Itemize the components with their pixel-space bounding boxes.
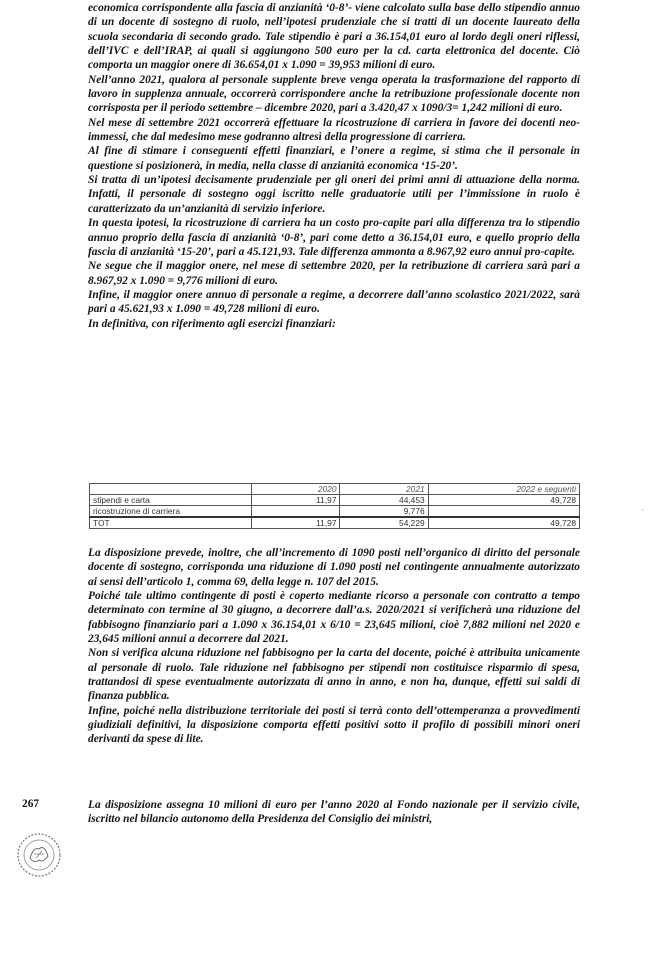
table-header-row: [90, 484, 580, 495]
paragraph: Poiché tale ultimo contingente di posti è coperto mediante ricorso a personale con contratto a tempo determinato con termine al 30 giugno, a decorrere dall’a.s. 2020/2021 si verificherà una riduzione del fabbisogno finanziario pari a 1.090 x 36.154,01 x 6/10 = 23,645 milioni, cioè 7,882 milioni nel 2020 e 23,645 milioni annui a decorrere dal 2021.: [88, 590, 580, 646]
table-cell-label: stipendi e carta: [90, 495, 252, 506]
paragraph: Si tratta di un’ipotesi decisamente prudenziale per gli oneri dei primi anni di attuazione della norma. Infatti, il personale di sostegno oggi iscritto nelle graduatorie utili per l’immissione in ruolo è caratterizzato da un’anzianità di servizio inferiore.: [88, 174, 580, 215]
paragraph: La disposizione assegna 10 milioni di euro per l’anno 2020 al Fondo nazionale per il servizio civile, iscritto nel bilancio autonomo della Presidenza del Consiglio dei ministri,: [88, 799, 580, 826]
table-cell: 49,728: [428, 495, 579, 506]
body-text-bottom: [88, 546, 580, 747]
section-text: [88, 798, 580, 827]
official-seal-icon: [16, 832, 62, 878]
table-header-cell: 2022 e seguenti: [428, 484, 579, 495]
table-cell: 11,97: [252, 517, 340, 529]
paragraph: economica corrispondente alla fascia di anzianità ‘0-8’- viene calcolato sulla base dello stipendio annuo di un docente di sostegno di ruolo, nell’ipotesi prudenziale che si tratti di un docente laureato della scuola secondaria di secondo grado. Tale stipendio è pari a 36.154,01 euro al lordo degli oneri riflessi, dell’IVC e dell’IRAP, ai quali si aggiungono 500 euro per la cd. carta elettronica del docente. Ciò comporta un maggior onere di 36.654,01 x 1.090 = 39,953 milioni di euro.: [88, 2, 580, 72]
paragraph: Nell’anno 2021, qualora al personale supplente breve venga operata la trasformazione del rapporto di lavoro in supplenza annuale, occorrerà corrispondere anche la retribuzione professionale docente non corrisposta per il periodo settembre – dicembre 2020, pari a 3.420,47 x 1090/3= 1,242 milioni di euro.: [88, 73, 580, 115]
paragraph: In questa ipotesi, la ricostruzione di carriera ha un costo pro-capite pari alla differenza tra lo stipendio annuo proprio della fascia di anzianità ‘0-8’, pari come detto a 36.154,01 euro, e quello proprio della fascia di anzianità ‘15-20’, pari a 45.121,93. Tale differenza ammonta a 8.967,92 euro annui pro-capite.: [88, 217, 580, 258]
table-row: [90, 495, 580, 506]
table-header-cell: [90, 484, 252, 495]
margin-mark: ˏ: [641, 500, 645, 511]
paragraph: Infine, il maggior onere annuo di personale a regime, a decorrere dall’anno scolastico 2021/2022, sarà pari a 45.621,93 x 1.090 = 49,728 milioni di euro.: [88, 288, 580, 316]
table-header-cell: 2020: [252, 484, 340, 495]
section-number: 267: [22, 798, 40, 810]
table-row: [90, 506, 580, 518]
table-row-total: [90, 517, 580, 529]
table-cell: 11,97: [252, 495, 340, 506]
paragraph: Infine, poiché nella distribuzione territoriale dei posti si terrà conto dell’ottemperanza a provvedimenti giudiziali definitivi, la disposizione comporta effetti positivi sotto il profilo di possibili minori oneri derivanti da spese di lite.: [88, 704, 580, 746]
paragraph: In definitiva, con riferimento agli esercizi finanziari:: [88, 317, 336, 330]
paragraph: Ne segue che il maggior onere, nel mese di settembre 2020, per la retribuzione di carriera sarà pari a 8.967,92 x 1.090 = 9,776 milioni di euro.: [88, 260, 580, 287]
paragraph: Nel mese di settembre 2021 occorrerà effettuare la ricostruzione di carriera in favore dei docenti neo-immessi, che dal medesimo mese godranno altresì della progressione di carriera.: [88, 116, 580, 144]
table-cell: 54,229: [340, 517, 428, 529]
table-cell: [428, 506, 579, 518]
paragraph: La disposizione prevede, inoltre, che all’incremento di 1090 posti nell’organico di diritto del personale docente di sostegno, corrisponda una riduzione di 1.090 posti nel contingente annualmente autorizzato ai sensi dell’articolo 1, comma 69, della legge n. 107 del 2015.: [88, 547, 580, 588]
paragraph: Al fine di stimare i conseguenti effetti finanziari, e l’onere a regime, si stima che il personale in questione si posizionerà, in media, nella classe di anzianità economica ‘15-20’.: [88, 145, 580, 172]
body-text-top: [88, 1, 580, 331]
table-cell-label: TOT: [90, 517, 252, 529]
table-cell: 9,776: [340, 506, 428, 518]
paragraph: Non si verifica alcuna riduzione nel fabbisogno per la carta del docente, poiché è attribuita unicamente al personale di ruolo. Tale riduzione nel fabbisogno per stipendi non costituisce risparmio di spesa, trattandosi di spese eventualmente autorizzata di anno in anno, e non ha, dunque, effetti sui saldi di finanza pubblica.: [88, 647, 580, 703]
table-cell-label: ricostruzione di carriera: [90, 506, 252, 518]
table-cell: 44,453: [340, 495, 428, 506]
table-cell: 49,728: [428, 517, 579, 529]
table-cell: [252, 506, 340, 518]
table-header-cell: 2021: [340, 484, 428, 495]
financial-table: [89, 483, 580, 529]
